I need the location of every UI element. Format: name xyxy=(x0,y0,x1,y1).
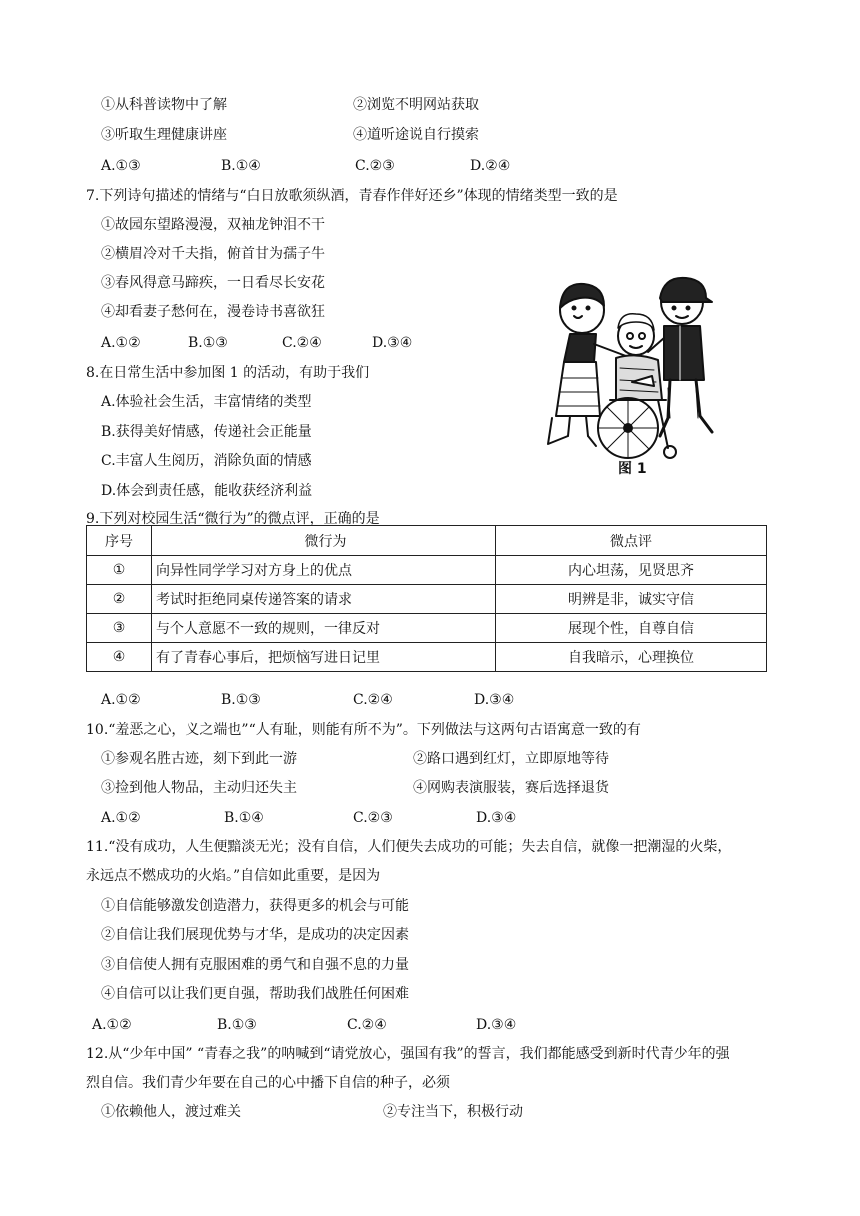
table-row xyxy=(87,614,767,643)
q7-stem: 7.下列诗句描述的情绪与“白日放歌须纵酒，青春作伴好还乡”体现的情绪类型一致的是 xyxy=(86,188,618,204)
q10-choice-a: A.①② xyxy=(101,810,141,826)
q6-choice-d: D.②④ xyxy=(470,158,511,174)
q10-option-2: ②路口遇到红灯，立即原地等待 xyxy=(413,751,609,767)
row-comment: 明辨是非，诚实守信 xyxy=(496,585,767,614)
q8-option-a: A.体验社会生活，丰富情绪的类型 xyxy=(101,394,312,410)
q8-stem: 8.在日常生活中参加图 1 的活动，有助于我们 xyxy=(86,365,370,381)
q11-choice-b: B.①③ xyxy=(217,1017,257,1033)
row-index: ④ xyxy=(87,643,152,672)
table-row xyxy=(87,556,767,585)
q6-option-1: ①从科普读物中了解 xyxy=(101,97,227,113)
figure-1-caption: 图 1 xyxy=(618,461,647,477)
q10-option-4: ④网购表演服装，赛后选择退货 xyxy=(413,780,609,796)
q8-option-d: D.体会到责任感，能收获经济利益 xyxy=(101,483,313,499)
row-behavior: 考试时拒绝同桌传递答案的请求 xyxy=(152,585,496,614)
q6-choice-a: A.①③ xyxy=(101,158,141,174)
table-header-row xyxy=(87,526,767,556)
header-behavior: 微行为 xyxy=(152,526,496,556)
q12-stem-line-2: 烈自信。我们青少年要在自己的心中播下自信的种子，必须 xyxy=(86,1075,450,1091)
q8-option-c: C.丰富人生阅历，消除负面的情感 xyxy=(101,453,312,469)
q8-option-b: B.获得美好情感，传递社会正能量 xyxy=(101,424,312,440)
table-row xyxy=(87,643,767,672)
q11-item-4: ④自信可以让我们更自强，帮助我们战胜任何困难 xyxy=(101,986,409,1002)
q6-option-3: ③听取生理健康讲座 xyxy=(101,127,227,143)
q11-stem-line-2: 永远点不燃成功的火焰。”自信如此重要，是因为 xyxy=(86,868,381,884)
q11-stem-line-1: 11.“没有成功，人生便黯淡无光；没有自信，人们便失去成功的可能；失去自信，就像一把潮湿的火柴， xyxy=(86,839,732,855)
figure-1-illustration xyxy=(540,268,730,480)
q10-option-1: ①参观名胜古迹，刻下到此一游 xyxy=(101,751,297,767)
q11-item-3: ③自信使人拥有克服困难的勇气和自强不息的力量 xyxy=(101,957,409,973)
q7-choice-a: A.①② xyxy=(101,335,141,351)
q7-choice-d: D.③④ xyxy=(372,335,413,351)
q7-item-3: ③春风得意马蹄疾，一日看尽长安花 xyxy=(101,275,325,291)
q9-choice-b: B.①③ xyxy=(221,692,261,708)
table-row xyxy=(87,585,767,614)
row-index: ② xyxy=(87,585,152,614)
q6-choice-b: B.①④ xyxy=(221,158,261,174)
q11-item-2: ②自信让我们展现优势与才华，是成功的决定因素 xyxy=(101,927,409,943)
q10-choice-b: B.①④ xyxy=(224,810,264,826)
q6-option-4: ④道听途说自行摸索 xyxy=(353,127,479,143)
q9-stem: 9.下列对校园生活“微行为”的微点评，正确的是 xyxy=(86,511,380,527)
q11-choice-a: A.①② xyxy=(92,1017,132,1033)
row-index: ① xyxy=(87,556,152,585)
q12-option-2: ②专注当下，积极行动 xyxy=(383,1104,523,1120)
row-behavior: 与个人意愿不一致的规则，一律反对 xyxy=(152,614,496,643)
q10-option-3: ③捡到他人物品，主动归还失主 xyxy=(101,780,297,796)
header-index: 序号 xyxy=(87,526,152,556)
q9-choice-a: A.①② xyxy=(101,692,141,708)
row-comment: 内心坦荡，见贤思齐 xyxy=(496,556,767,585)
row-behavior: 向异性同学学习对方身上的优点 xyxy=(152,556,496,585)
q7-item-4: ④却看妻子愁何在，漫卷诗书喜欲狂 xyxy=(101,304,325,320)
row-index: ③ xyxy=(87,614,152,643)
q6-choice-c: C.②③ xyxy=(355,158,395,174)
q6-option-2: ②浏览不明网站获取 xyxy=(353,97,479,113)
q12-stem-line-1: 12.从“少年中国” “青春之我”的呐喊到“请党放心，强国有我”的誓言，我们都能感受到新时代青少年的强 xyxy=(86,1046,730,1062)
row-comment: 自我暗示，心理换位 xyxy=(496,643,767,672)
q12-option-1: ①依赖他人，渡过难关 xyxy=(101,1104,241,1120)
q7-item-2: ②横眉冷对千夫指，俯首甘为孺子牛 xyxy=(101,246,325,262)
header-comment: 微点评 xyxy=(496,526,767,556)
row-behavior: 有了青春心事后，把烦恼写进日记里 xyxy=(152,643,496,672)
q10-choice-d: D.③④ xyxy=(476,810,517,826)
q7-choice-c: C.②④ xyxy=(282,335,322,351)
row-comment: 展现个性，自尊自信 xyxy=(496,614,767,643)
q9-table xyxy=(86,525,767,672)
q7-choice-b: B.①③ xyxy=(188,335,228,351)
q9-choice-c: C.②④ xyxy=(353,692,393,708)
q7-item-1: ①故园东望路漫漫，双袖龙钟泪不干 xyxy=(101,217,325,233)
q10-choice-c: C.②③ xyxy=(353,810,393,826)
q10-stem: 10.“羞恶之心，义之端也”“人有耻，则能有所不为”。下列做法与这两句古语寓意一致的有 xyxy=(86,722,641,738)
q9-choice-d: D.③④ xyxy=(474,692,515,708)
q11-choice-d: D.③④ xyxy=(476,1017,517,1033)
q11-item-1: ①自信能够激发创造潜力，获得更多的机会与可能 xyxy=(101,898,409,914)
q11-choice-c: C.②④ xyxy=(347,1017,387,1033)
